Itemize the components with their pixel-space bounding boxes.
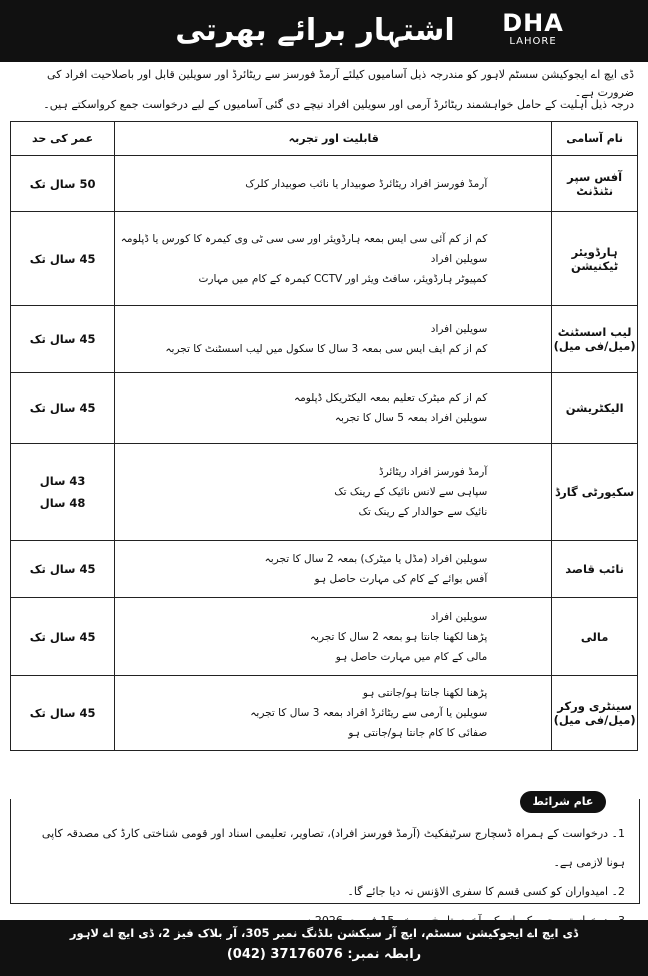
qualification-cell xyxy=(115,373,552,444)
table-row xyxy=(11,598,638,676)
qualification-line: نائیک سے حوالدار کے رینک تک xyxy=(358,506,488,518)
post-name: ہارڈویئر ٹیکنیشن xyxy=(552,212,638,306)
table-row xyxy=(11,156,638,212)
age-limit: 50 سال تک xyxy=(29,176,96,191)
age-limit-cell xyxy=(11,598,115,676)
qualification-cell xyxy=(115,598,552,676)
table-body xyxy=(11,156,638,751)
age-limit: 45 سال تک xyxy=(29,251,96,266)
age-limit: 45 سال تک xyxy=(29,706,96,720)
age-limit-cell xyxy=(11,306,115,373)
condition-item: 1۔ درخواست کے ہمراہ ڈسچارج سرٹیفکیٹ (آرمڈ فورسز افراد)، تصاویر، تعلیمی اسناد اور قومی شناختی کارڈ کی مصدقہ کاپی ہونا لازمی ہے۔ xyxy=(41,827,625,869)
table-row xyxy=(11,541,638,598)
logo-mark: DHA xyxy=(502,9,564,37)
qualification-line: سویلین افراد xyxy=(430,252,488,265)
qualification-line: سویلین افراد xyxy=(430,610,488,623)
intro-line-2: درجہ ذیل اہلیت کے حامل خواہشمند ریٹائرڈ آرمی اور سویلین افراد نیچے دی گئی آسامیوں کے لیے درخواست جمع کرواسکتے ہیں۔ xyxy=(43,98,634,111)
age-limit-cell xyxy=(11,156,115,212)
age-limit-cell xyxy=(11,676,115,751)
age-limit: 45 سال تک xyxy=(29,401,96,415)
footer-banner xyxy=(0,920,648,976)
age-limit-cell xyxy=(11,212,115,306)
age-limit: 45 سال تک xyxy=(29,562,96,576)
qualification-line: سویلین افراد xyxy=(430,323,488,335)
qualification-cell xyxy=(115,541,552,598)
post-name: سکیورٹی گارڈ xyxy=(552,444,638,541)
logo-subtitle: LAHORE xyxy=(509,36,557,47)
age-limit: 43 سال xyxy=(39,474,86,488)
age-limit-cell xyxy=(11,444,115,541)
table-row xyxy=(11,212,638,306)
qualification-line: کمپیوٹر ہارڈویئر، سافٹ ویئر اور CCTV کیمرہ کے کام میں مہارت xyxy=(198,272,488,285)
qualification-line: آرمڈ فورسز افراد ریٹائرڈ صوبیدار یا نائب صوبیدار کلرک xyxy=(245,177,488,190)
qualification-cell xyxy=(115,212,552,306)
post-name: الیکٹریشن xyxy=(552,373,638,444)
age-limit: 45 سال تک xyxy=(29,332,96,346)
age-limit: 48 سال xyxy=(39,496,86,510)
qualification-line: آرمڈ فورسز افراد ریٹائرڈ xyxy=(378,466,488,478)
table-row xyxy=(11,676,638,751)
table-row xyxy=(11,373,638,444)
contact-label: رابطہ نمبر: xyxy=(347,947,422,962)
post-name: لیب اسسٹنٹ (میل/فی میل) xyxy=(552,306,638,373)
qualification-cell xyxy=(115,676,552,751)
post-name: آفس سپر نٹنڈنٹ xyxy=(552,156,638,212)
post-name: نائب قاصد xyxy=(552,541,638,598)
footer-contact xyxy=(0,944,648,966)
dha-logo xyxy=(500,10,566,54)
qualification-line: پڑھنا لکھنا جانتا ہو بمعہ 2 سال کا تجربہ xyxy=(309,630,488,643)
conditions-box xyxy=(10,795,640,904)
footer-address: ڈی ایچ اے ایجوکیشن سسٹم، ایچ آر سیکشن بلڈنگ نمبر 305، آر بلاک فیز 2، ڈی ایچ اے لاہور xyxy=(69,926,579,940)
qualification-line: کم از کم ایف ایس سی بمعہ 3 سال کا سکول میں لیب اسسٹنٹ کا تجربہ xyxy=(165,343,488,355)
qualification-line: سویلین افراد بمعہ 5 سال کا تجربہ xyxy=(334,412,488,424)
qualification-cell xyxy=(115,306,552,373)
qualification-line: کم از کم آئی سی ایس بمعہ ہارڈویئر اور سی سی ٹی وی کیمرہ کا کورس یا ڈپلومہ xyxy=(120,232,488,245)
conditions-title: عام شرائط xyxy=(520,791,606,813)
header-qualification: قابلیت اور تجربہ xyxy=(115,122,552,156)
header-banner xyxy=(0,0,648,62)
qualification-line: پڑھنا لکھنا جانتا ہو/جانتی ہو xyxy=(362,687,488,699)
qualification-cell xyxy=(115,444,552,541)
qualification-line: مالی کے کام میں مہارت حاصل ہو xyxy=(335,650,488,663)
qualification-line: آفس بوائے کے کام کی مہارت حاصل ہو xyxy=(314,573,488,585)
phone-number: (042) 37176076 xyxy=(226,947,343,962)
page-title: اشتہار برائے بھرتی xyxy=(175,13,455,48)
qualification-line: صفائی کا کام جانتا ہو/جانتی ہو xyxy=(348,727,488,739)
qualification-line: سپاہی سے لانس نائیک کے رینک تک xyxy=(334,486,488,498)
age-limit-cell xyxy=(11,373,115,444)
jobs-table xyxy=(10,121,638,751)
header-post: نام آسامی xyxy=(552,122,638,156)
conditions-list xyxy=(25,819,625,935)
table-row xyxy=(11,444,638,541)
age-limit: 45 سال تک xyxy=(29,629,96,644)
post-name: مالی xyxy=(552,598,638,676)
post-name: سینٹری ورکر (میل/فی میل) xyxy=(552,676,638,751)
qualification-line: سویلین افراد (مڈل یا میٹرک) بمعہ 2 سال کا تجربہ xyxy=(264,553,488,565)
table-row xyxy=(11,306,638,373)
header-age: عمر کی حد xyxy=(11,122,115,156)
age-limit-cell xyxy=(11,541,115,598)
qualification-line: سویلین یا آرمی سے ریٹائرڈ افراد بمعہ 3 سال کا تجربہ xyxy=(250,707,488,719)
table-header-row xyxy=(11,122,638,156)
intro-line-1: ڈی ایچ اے ایجوکیشن سسٹم لاہور کو مندرجہ ذیل آسامیوں کیلئے آرمڈ فورسز سے ریٹائرڈ اور سویلین قابل اور باصلاحیت افراد کی ضرورت ہے۔ xyxy=(47,68,634,99)
condition-item: 2۔ امیدواران کو کسی قسم کا سفری الاؤنس نہ دیا جائے گا۔ xyxy=(347,885,625,898)
qualification-cell xyxy=(115,156,552,212)
qualification-line: کم از کم میٹرک تعلیم بمعہ الیکٹریکل ڈپلومہ xyxy=(293,392,488,404)
